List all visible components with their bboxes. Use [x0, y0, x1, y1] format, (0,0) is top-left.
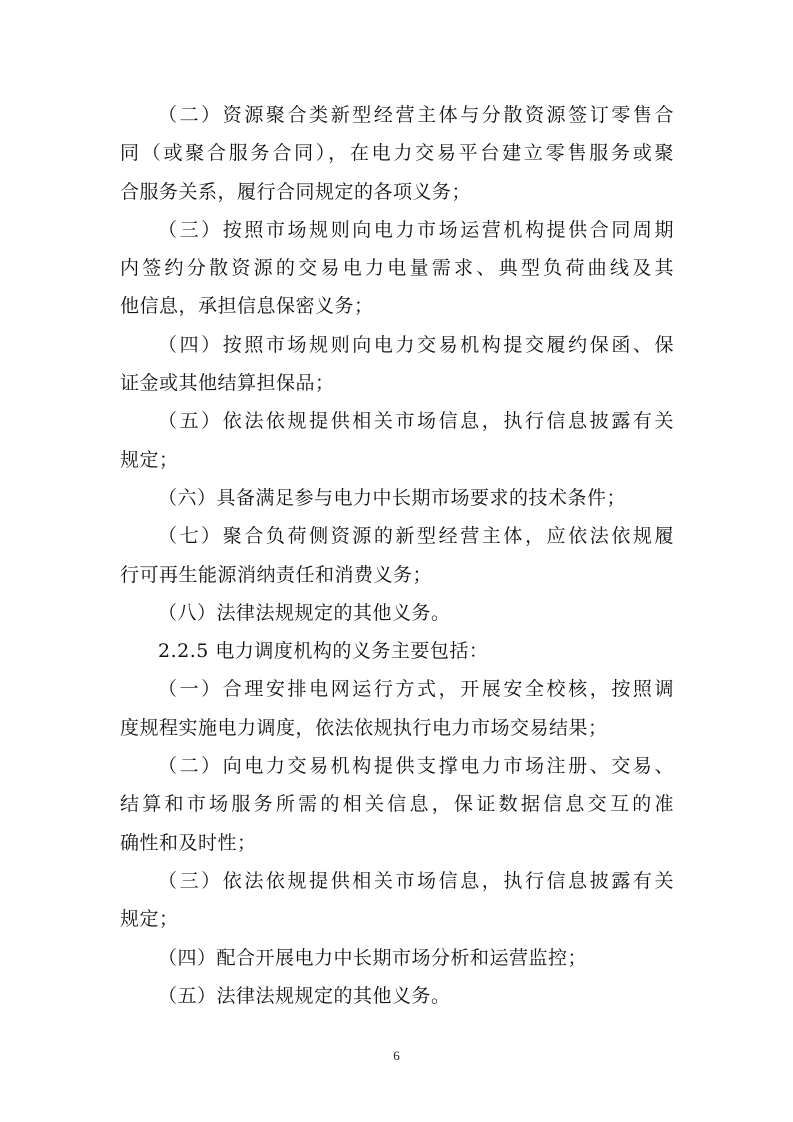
paragraph-line: （一）合理安排电网运行方式，开展安全校核，按照调: [158, 678, 674, 701]
paragraph-line: 行可再生能源消纳责任和消费义务；: [120, 563, 433, 586]
paragraph-line: 规定；: [120, 448, 179, 471]
paragraph-line: 规定；: [120, 908, 179, 931]
paragraph-line: 确性和及时性；: [120, 831, 257, 854]
paragraph-line: （五）依法依规提供相关市场信息，执行信息披露有关: [158, 410, 674, 433]
paragraph-line: （八）法律法规规定的其他义务。: [158, 601, 451, 624]
paragraph-line: 结算和市场服务所需的相关信息，保证数据信息交互的准: [120, 793, 674, 816]
paragraph-line: 同（或聚合服务合同），在电力交易平台建立零售服务或聚: [120, 142, 674, 165]
paragraph-line: 内签约分散资源的交易电力电量需求、典型负荷曲线及其: [120, 257, 674, 280]
section-heading: 2.2.5 电力调度机构的义务主要包括：: [158, 640, 489, 663]
paragraph-line: （六）具备满足参与电力中长期市场要求的技术条件；: [158, 486, 627, 509]
page-number: 6: [393, 1048, 400, 1063]
paragraph-line: （二）向电力交易机构提供支撑电力市场注册、交易、: [158, 755, 674, 778]
paragraph-line: 度规程实施电力调度，依法依规执行电力市场交易结果；: [120, 716, 608, 739]
document-body: [120, 96, 674, 1015]
paragraph-line: （三）依法依规提供相关市场信息，执行信息披露有关: [158, 869, 674, 892]
paragraph-line: （四）配合开展电力中长期市场分析和运营监控；: [158, 946, 588, 969]
paragraph-line: 证金或其他结算担保品；: [120, 372, 335, 395]
paragraph-line: （三）按照市场规则向电力市场运营机构提供合同周期: [158, 218, 674, 241]
paragraph-line: 他信息，承担信息保密义务；: [120, 295, 374, 318]
paragraph-line: （七）聚合负荷侧资源的新型经营主体，应依法依规履: [158, 525, 674, 548]
paragraph-line: （二）资源聚合类新型经营主体与分散资源签订零售合: [158, 104, 674, 126]
paragraph-line: 合服务关系，履行合同规定的各项义务；: [120, 180, 472, 203]
paragraph-line: （四）按照市场规则向电力交易机构提交履约保函、保: [158, 333, 674, 356]
paragraph-line: （五）法律法规规定的其他义务。: [158, 984, 451, 1007]
